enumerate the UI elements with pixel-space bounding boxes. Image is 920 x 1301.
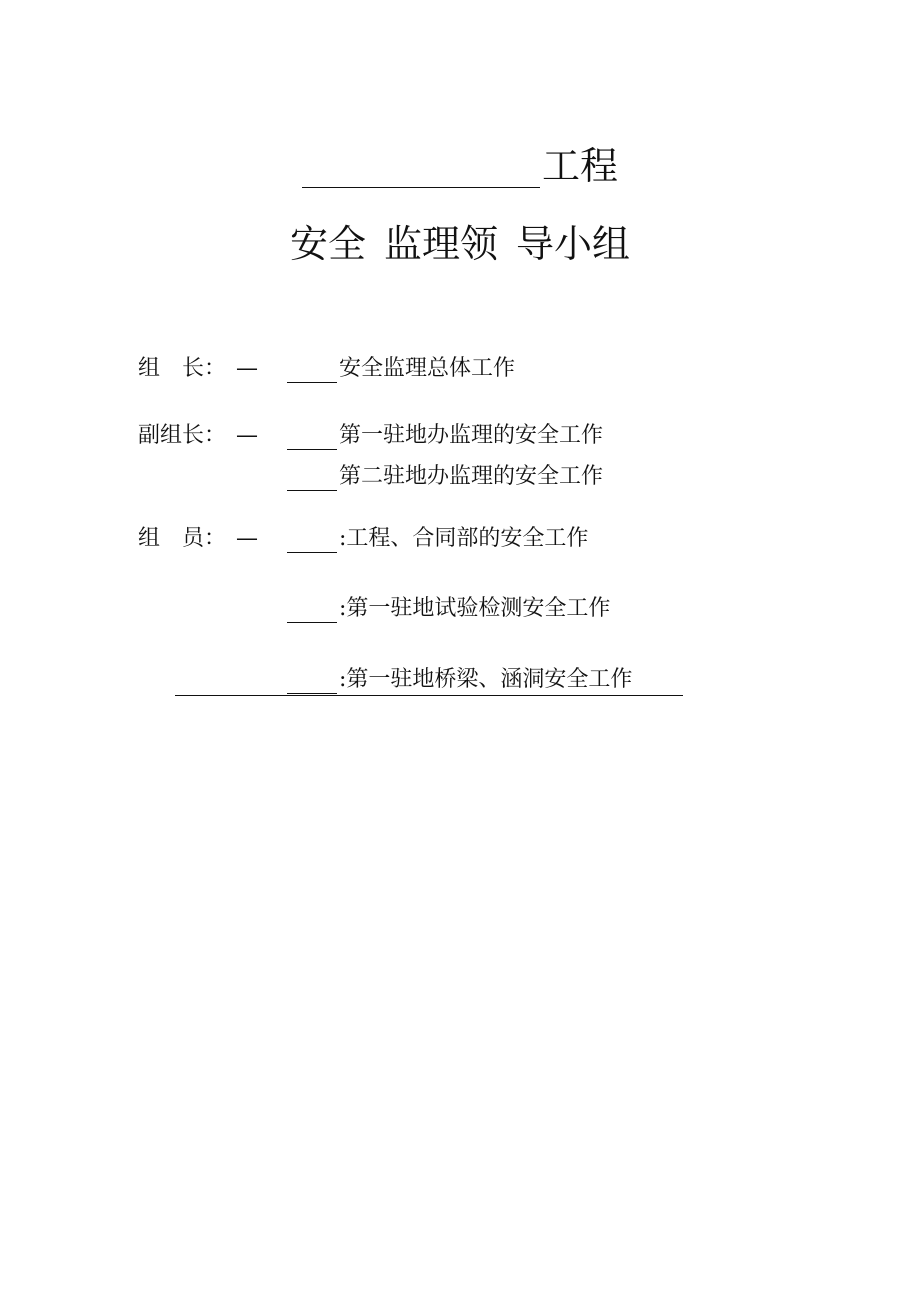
duty-text: 第一驻地办监理的安全工作: [339, 423, 604, 448]
member-entry: [287, 422, 603, 450]
role-label: 组 长：: [138, 356, 227, 381]
duty-text: 安全监理总体工作: [339, 356, 516, 381]
name-blank: [287, 468, 337, 491]
role-dash: —: [236, 356, 258, 381]
duty-text: :工程、合同部的安全工作: [339, 526, 589, 551]
name-blank: [287, 671, 337, 694]
member-entry: [287, 595, 610, 623]
name-blank: [287, 530, 337, 553]
member-entry: [287, 525, 588, 553]
project-title-suffix: 工程: [541, 144, 618, 188]
duty-text: :第一驻地试验检测安全工作: [339, 596, 611, 621]
name-blank: [287, 427, 337, 450]
project-name-blank: [302, 153, 540, 188]
duty-text: 第二驻地办监理的安全工作: [339, 464, 604, 489]
member-entry: [287, 463, 603, 491]
group-title: [0, 222, 920, 266]
member-entry: [287, 355, 515, 383]
group-title-part2: 监理领: [383, 222, 498, 266]
name-blank: [287, 600, 337, 623]
project-title: [0, 144, 920, 188]
name-blank: [287, 360, 337, 383]
duty-text: :第一驻地桥梁、涵洞安全工作: [339, 667, 633, 692]
role-label: 组 员：: [138, 526, 227, 551]
group-title-part3: 导小组: [516, 222, 631, 266]
member-entry: [287, 666, 632, 694]
role-dash: —: [236, 423, 258, 448]
role-dash: —: [236, 526, 258, 551]
role-label: 副组长：: [138, 423, 227, 448]
bottom-underline: [175, 695, 683, 696]
group-title-part1: 安全: [289, 222, 366, 266]
